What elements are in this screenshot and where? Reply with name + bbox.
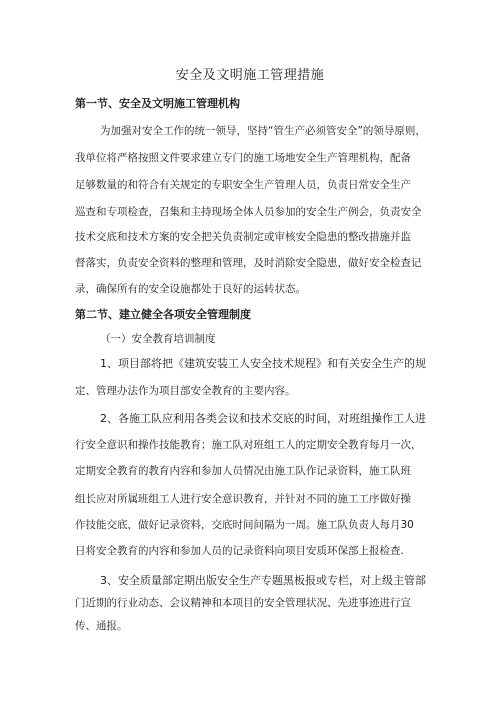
paragraph-line: 门近期的行业动态、会议精神和本项目的安全管理状况、先进事迹进行宣 [75,597,411,609]
paragraph-line: 2、各施工队应利用各类会议和技术交底的时间，对班组操作工人进 [100,412,426,425]
paragraph-line: 为加强对安全工作的统一领导，坚持“管生产必须管安全”的领导原则， [100,125,426,137]
paragraph-line: 定期安全教育的教育内容和参加人员情况由施工队作记录资料，施工队班 [75,465,411,477]
paragraph-line: 行安全意识和操作技能教育；施工队对班组工人的定期安全教育每月一次， [75,439,422,451]
paragraph-line: 传、通报。 [75,620,128,632]
paragraph-line: 组长应对所属班组工人进行安全意识教育，并针对不同的施工工序做好操 [75,493,411,505]
paragraph-line: 技术交底和技术方案的安全把关负责制定或审核安全隐患的整改措施并监 [75,231,411,243]
paragraph-line: 足够数量的和符合有关规定的专职安全生产管理人员，负责日常安全生产 [75,179,411,191]
document-title: 安全及文明施工管理措施 [175,68,325,83]
paragraph-line: 1、项目部将把《建筑安装工人安全技术规程》和有关安全生产的规 [100,357,426,370]
paragraph-line: 3、安全质量部定期出版安全生产专题黑板报或专栏，对上级主管部 [100,574,426,587]
subsection-heading: （一）安全教育培训制度 [100,333,216,345]
section-heading: 第二节、建立健全各项安全管理制度 [75,308,251,321]
paragraph-line: 巡查和专项检查，召集和主持现场全体人员参加的安全生产例会，负责安全 [75,206,422,218]
section-heading: 第一节、安全及文明施工管理机构 [75,97,240,110]
paragraph-line: 我单位将严格按照文件要求建立专门的施工场地安全生产管理机构，配备 [75,152,411,164]
paragraph-line: 定、管理办法作为项目部安全教育的主要内容。 [75,385,296,397]
paragraph-line: 作技能交底，做好记录资料，交底时间间隔为一周。施工队负责人每月30 [75,519,414,531]
paragraph-line: 日将安全教育的内容和参加人员的记录资料向项目安质环保部上报检查. [75,545,404,557]
paragraph-line: 督落实，负责安全资料的整理和管理，及时消除安全隐患，做好安全检查记 [75,257,422,269]
paragraph-line: 录，确保所有的安全设施都处于良好的运转状态。 [75,283,306,295]
